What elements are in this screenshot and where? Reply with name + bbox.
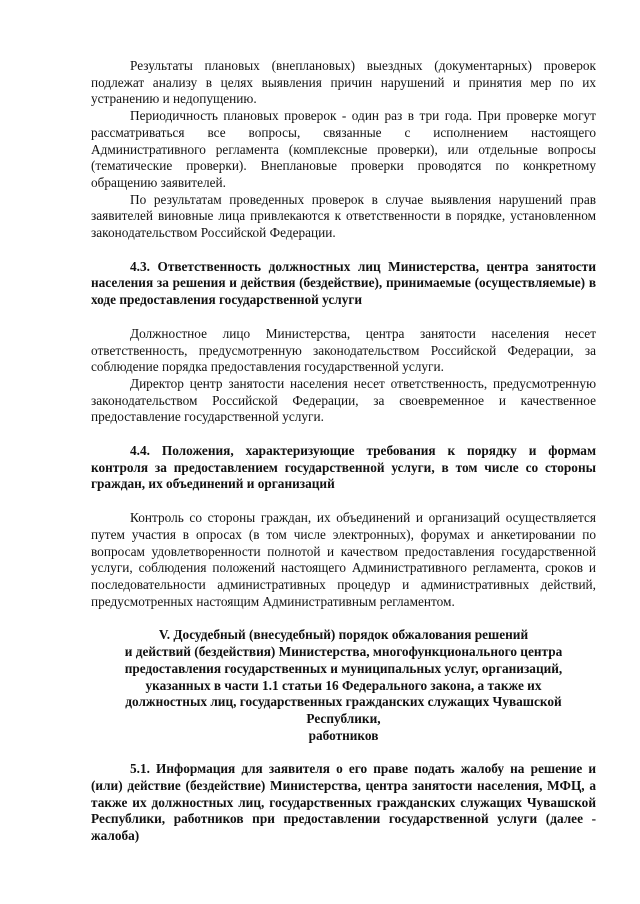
chapter-heading-line: и действий (бездействия) Министерства, многофункционального центра (124, 644, 563, 660)
section-heading-4-4: 4.4. Положения, характеризующие требования к порядку и формам контроля за предоставлением государственной услуги, в том числе со стороны граждан, их объединений и организаций (91, 443, 596, 492)
section-heading-5-1: 5.1. Информация для заявителя о его праве подать жалобу на решение и (или) действие (бездействие) Министерства, центра занятости населения, МФЦ, а также их должностных лиц, государственных гражданских служащих Чувашской Республики, работников при предоставлении государственной услуги (далее - жалоба) (91, 761, 596, 844)
chapter-heading-line: указанных в части 1.1 статьи 16 Федерального закона, а также их (145, 677, 542, 693)
paragraph-inspection-frequency: Периодичность плановых проверок - один раз в три года. При проверке могут рассматриваться все вопросы, связанные с исполнением настоящего Административного регламента (комплексные проверки), или отдельные вопросы (тематические проверки). Внеплановые проверки проводятся по конкретному обращению заявителей. (91, 108, 596, 190)
chapter-heading-line: предоставления государственных и муниципальных услуг, организаций, (124, 660, 563, 676)
spacer (91, 610, 596, 627)
spacer (91, 493, 596, 510)
spacer (91, 242, 596, 259)
document-page (91, 58, 596, 845)
spacer (91, 309, 596, 326)
section-heading-4-3: 4.3. Ответственность должностных лиц Министерства, центра занятости населения за решения и действия (бездействие), принимаемые (осуществляемые) в ходе предоставления государственной услуги (91, 258, 596, 308)
spacer (91, 426, 596, 443)
paragraph-citizen-control: Контроль со стороны граждан, их объединений и организаций осуществляется путем участия в опросах (в том числе электронных), форумах и анкетировании по вопросам удовлетворенности полнотой и качеством предоставления государственной услуги, соблюдения положений настоящего Административного регламента, сроков и последовательности административных процедур и административных действий, предусмотренных настоящим Административным регламентом. (91, 510, 596, 609)
chapter-heading-line: должностных лиц, государственных гражданских служащих Чувашской (125, 694, 562, 710)
chapter-heading-line: Республики, (306, 710, 381, 726)
paragraph-inspection-liability: По результатам проведенных проверок в случае выявления нарушений прав заявителей виновные лица привлекаются к ответственности в порядке, установленном законодательством Российской Федерации. (91, 191, 596, 241)
paragraph-director-responsibility: Директор центр занятости населения несет ответственность, предусмотренную законодательством Российской Федерации, за своевременное и качественное предоставление государственной услуги. (91, 375, 596, 425)
chapter-heading-line: работников (308, 727, 379, 743)
paragraph-official-responsibility: Должностное лицо Министерства, центра занятости населения несет ответственность, предусмотренную законодательством Российской Федерации, за соблюдение порядка предоставления государственной услуги. (91, 325, 596, 375)
spacer (91, 744, 596, 761)
chapter-heading-line: V. Досудебный (внесудебный) порядок обжалования решений (158, 627, 529, 643)
paragraph-inspection-results: Результаты плановых (внеплановых) выездных (документарных) проверок подлежат анализу в целях выявления причин нарушений и принятия мер по их устранению и недопущению. (91, 58, 596, 107)
chapter-heading-5 (91, 627, 596, 744)
